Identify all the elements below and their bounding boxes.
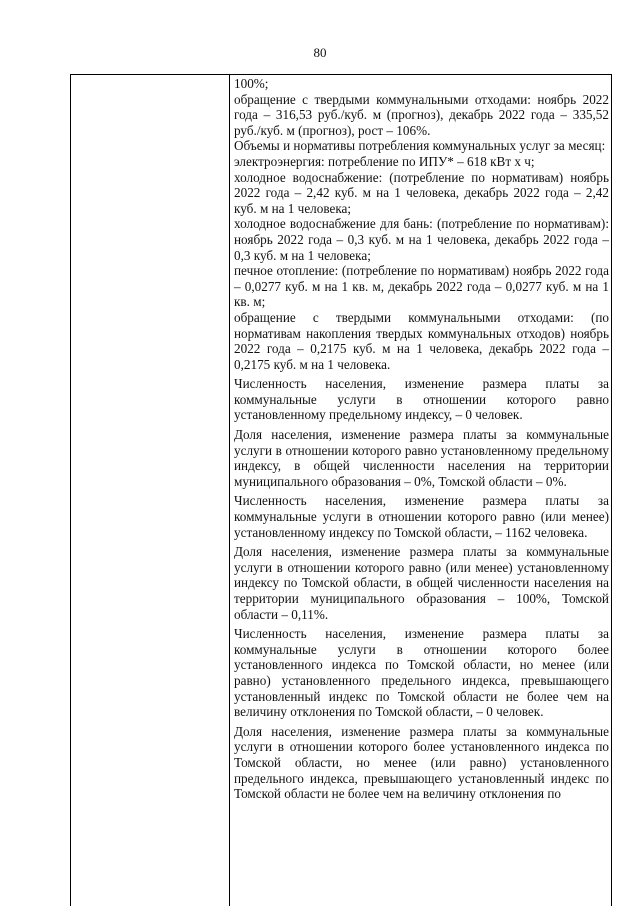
page-number: 80 [313,45,327,60]
paragraph-population-regional-index: Численность населения, изменение размера платы за коммунальные услуги в отношении которого равно (или менее) установленному индексу по Томской области, – 1162 человека. [234,493,609,540]
paragraph-cold-water-baths: холодное водоснабжение для бань: (потребление по нормативам): ноябрь 2022 года – 0,3 куб. м на 1 человека, декабрь 2022 года – 0,3 куб. м на 1 человека; [234,216,609,263]
table-right-cell [230,75,613,906]
paragraph-share-above-index: Доля населения, изменение размера платы за коммунальные услуги в отношении которого более установленного индекса по Томской области, но менее (или равно) установленного предельного индекса, превышающего установленный индекс по Томской области не более чем на величину отклонения по [234,723,609,802]
paragraph-stove-heating: печное отопление: (потребление по нормативам) ноябрь 2022 года – 0,0277 куб. м на 1 кв. м, декабрь 2022 года – 0,0277 куб. м на 1 кв. м; [234,263,609,310]
paragraph-population-limit-index: Численность населения, изменение размера платы за коммунальные услуги в отношении которого равно установленному предельному индексу, – 0 человек. [234,376,609,423]
paragraph-electricity: электроэнергия: потребление по ИПУ* – 618 кВт х ч; [234,153,535,169]
paragraph-share-regional-index: Доля населения, изменение размера платы за коммунальные услуги в отношении которого равно (или менее) установленному индексу по Томской области, в общей численности населения на территории муниципального образования – 100%, Томской области – 0,11%. [234,544,609,622]
paragraph-waste-norms: обращение с твердыми коммунальными отходами: (по нормативам накопления твердых коммунальных отходов) ноябрь 2022 года – 0,2175 куб. м на 1 человека, декабрь 2022 года – 0,2175 куб. м на 1 человека. [234,309,609,372]
paragraph-share-limit-index: Доля населения, изменение размера платы за коммунальные услуги в отношении которого равно установленному предельному индексу, в общей численности населения на территории муниципального образования – 0%, Томской области – 0%. [234,427,609,489]
paragraph-volumes-heading: Объемы и нормативы потребления коммунальных услуг за месяц: [234,138,606,154]
table-left-cell [71,75,230,906]
document-table [70,74,612,906]
paragraph-population-above-index: Численность населения, изменение размера платы за коммунальные услуги в отношении которого более установленного индекса по Томской области, но менее (или равно) установленного предельного индекса, превышающего установленный индекс по Томской области не более чем на величину отклонения по Томской области, – 0 человек. [234,626,609,720]
paragraph-cold-water: холодное водоснабжение: (потребление по нормативам) ноябрь 2022 года – 2,42 куб. м на 1 человека, декабрь 2022 года – 2,42 куб. м на 1 человека; [234,169,609,216]
paragraph-percent: 100%; [234,76,269,91]
paragraph-waste-tariff: обращение с твердыми коммунальными отходами: ноябрь 2022 года – 316,53 руб./куб. м (прогноз), декабрь 2022 года – 335,52 руб./куб. м (прогноз), рост – 106%. [234,91,609,138]
